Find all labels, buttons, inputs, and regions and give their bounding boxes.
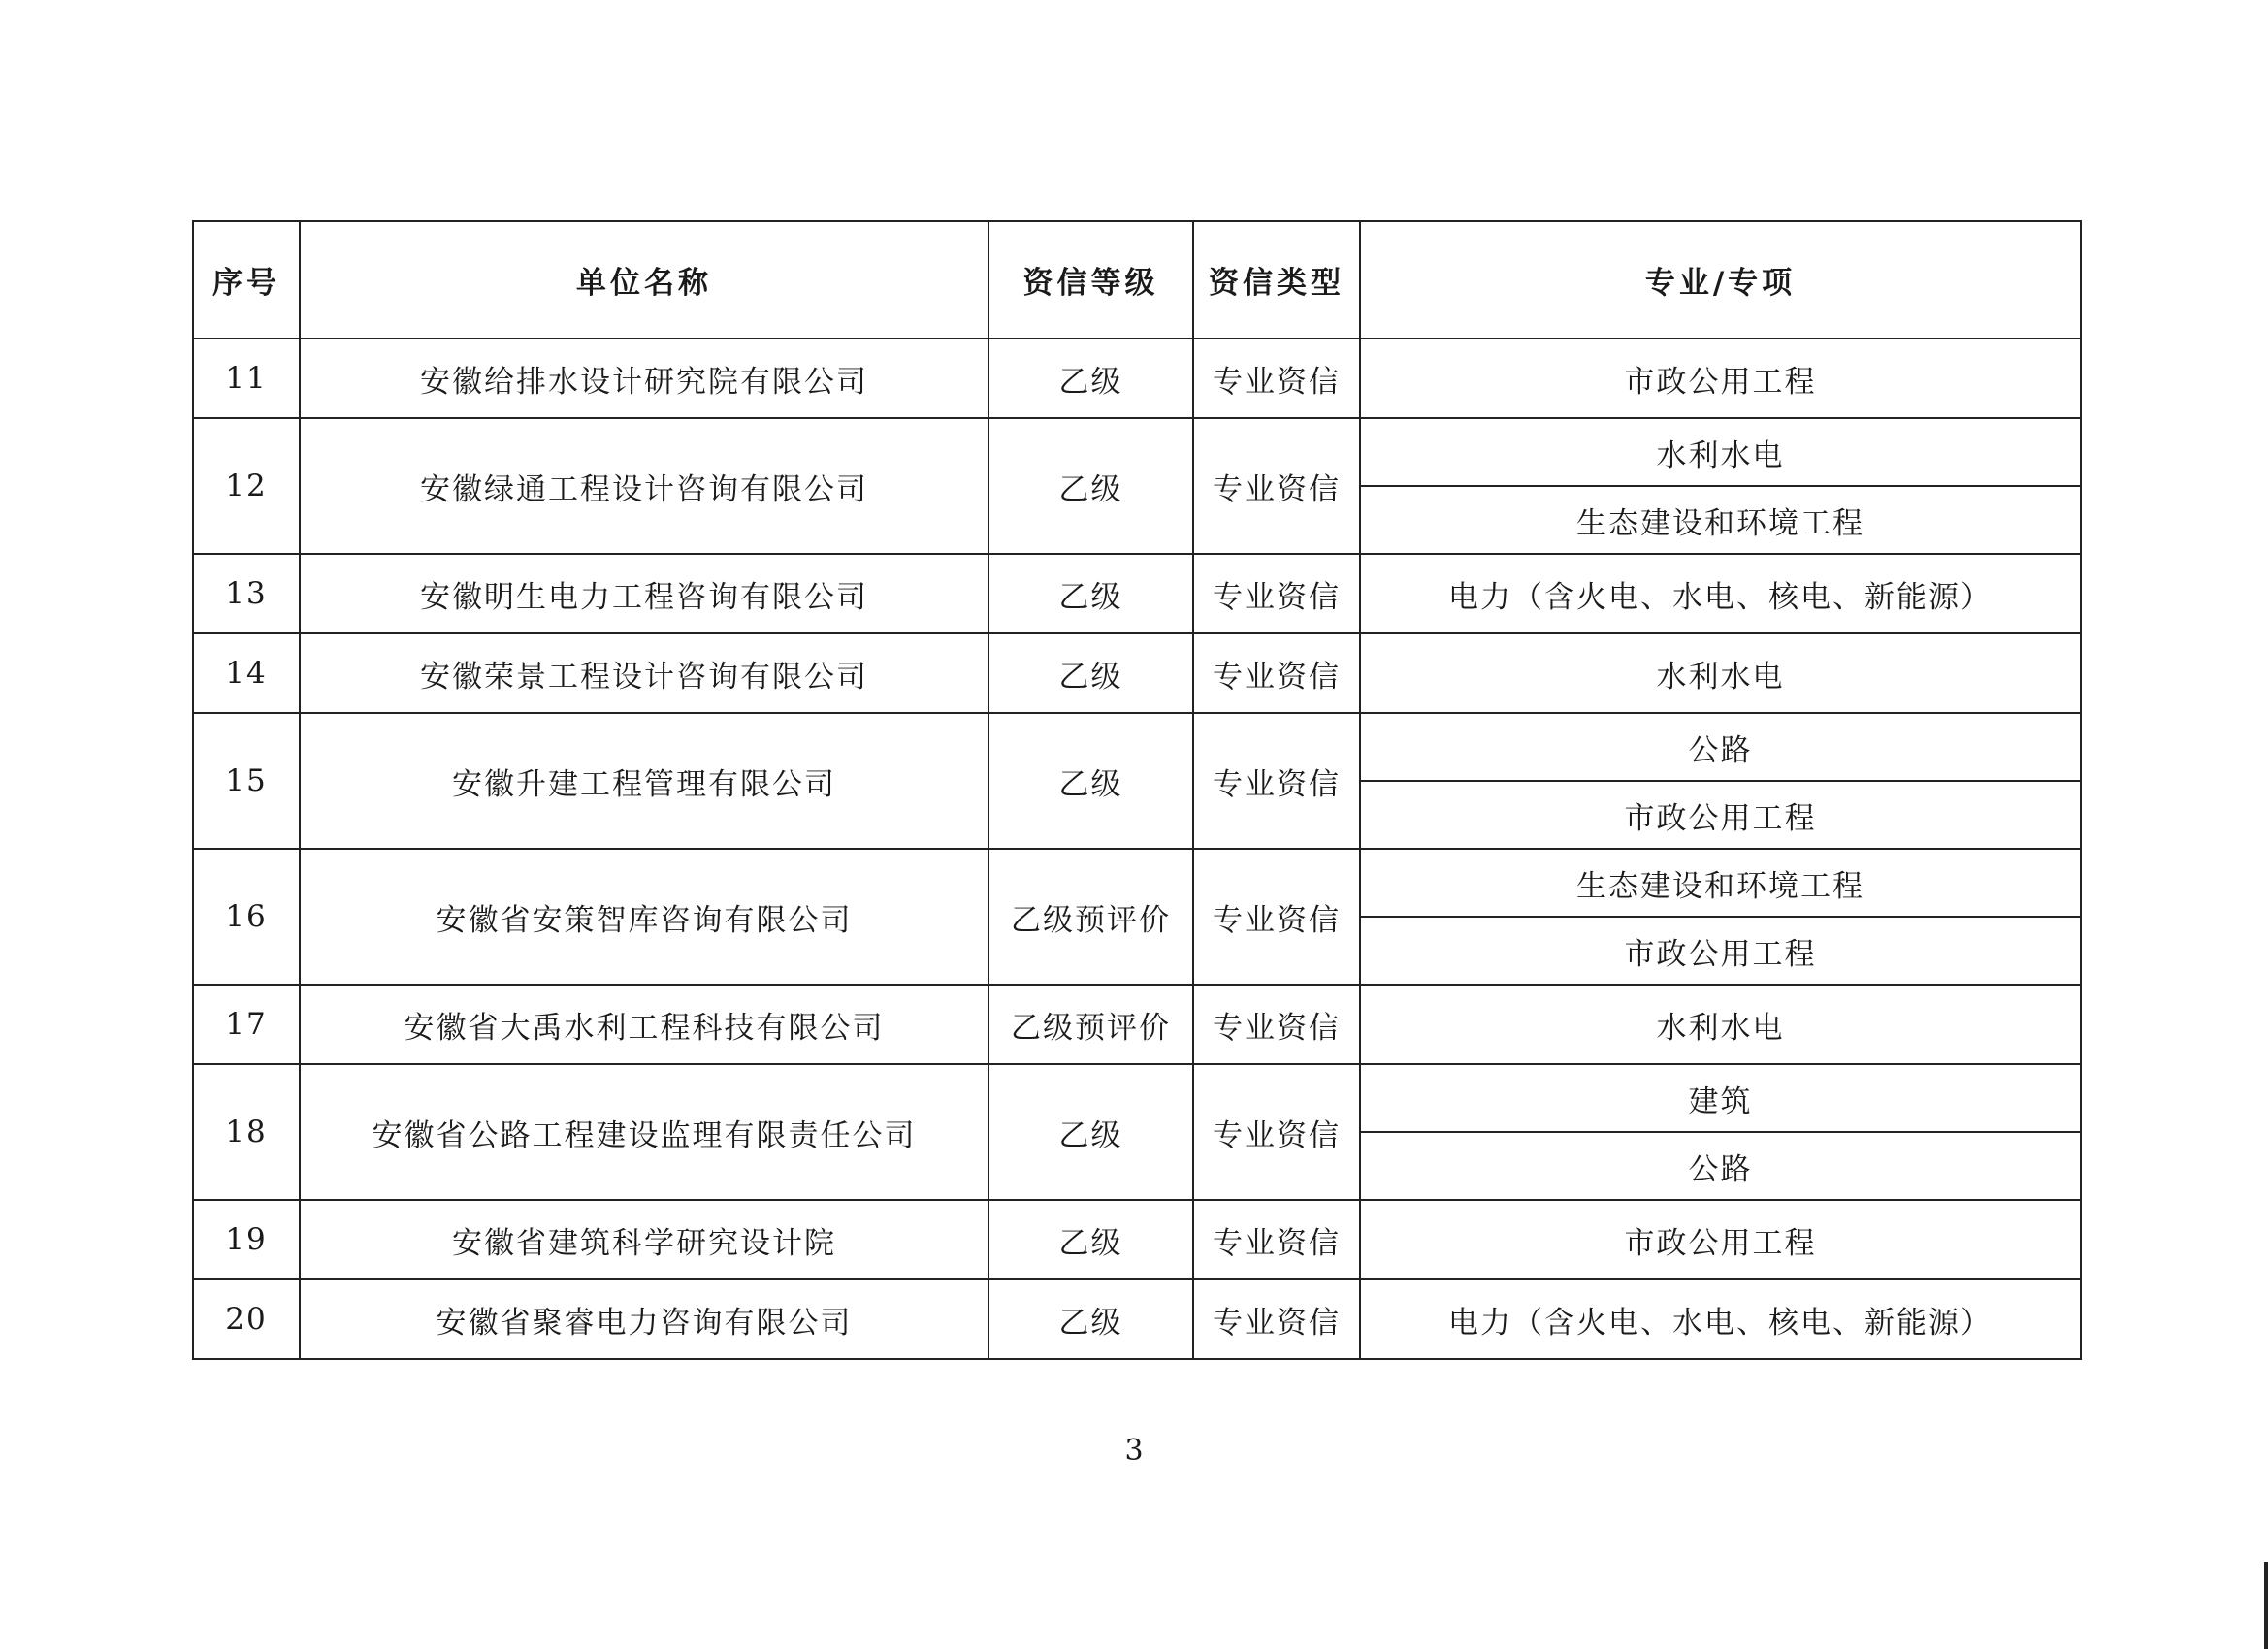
table-header-row xyxy=(193,221,2081,339)
cell-spec: 市政公用工程 xyxy=(1360,917,2081,985)
cell-type: 专业资信 xyxy=(1193,554,1360,633)
cell-spec: 市政公用工程 xyxy=(1360,339,2081,418)
cell-seq: 14 xyxy=(193,633,300,713)
header-type: 资信类型 xyxy=(1193,221,1360,339)
cell-grade: 乙级 xyxy=(988,1200,1193,1279)
header-seq: 序号 xyxy=(193,221,300,339)
cell-spec: 水利水电 xyxy=(1360,985,2081,1064)
cell-name: 安徽明生电力工程咨询有限公司 xyxy=(300,554,988,633)
cell-seq: 20 xyxy=(193,1279,300,1359)
cell-type: 专业资信 xyxy=(1193,633,1360,713)
table-body xyxy=(193,339,2081,1359)
table-row xyxy=(193,713,2081,781)
cell-name: 安徽省安策智库咨询有限公司 xyxy=(300,849,988,985)
cell-type: 专业资信 xyxy=(1193,1064,1360,1200)
scan-edge-mark xyxy=(2264,1562,2268,1649)
page-number: 3 xyxy=(1124,1434,1144,1468)
cell-name: 安徽荣景工程设计咨询有限公司 xyxy=(300,633,988,713)
cell-seq: 18 xyxy=(193,1064,300,1200)
header-name: 单位名称 xyxy=(300,221,988,339)
table-row xyxy=(193,1200,2081,1279)
qualification-table xyxy=(192,220,2082,1360)
cell-type: 专业资信 xyxy=(1193,339,1360,418)
cell-type: 专业资信 xyxy=(1193,985,1360,1064)
cell-seq: 17 xyxy=(193,985,300,1064)
cell-type: 专业资信 xyxy=(1193,1279,1360,1359)
cell-grade: 乙级 xyxy=(988,554,1193,633)
cell-grade: 乙级预评价 xyxy=(988,985,1193,1064)
cell-spec: 市政公用工程 xyxy=(1360,781,2081,849)
cell-grade: 乙级预评价 xyxy=(988,849,1193,985)
cell-grade: 乙级 xyxy=(988,713,1193,849)
cell-grade: 乙级 xyxy=(988,1064,1193,1200)
cell-spec: 电力（含火电、水电、核电、新能源） xyxy=(1360,554,2081,633)
table-row xyxy=(193,1279,2081,1359)
cell-spec: 电力（含火电、水电、核电、新能源） xyxy=(1360,1279,2081,1359)
cell-grade: 乙级 xyxy=(988,1279,1193,1359)
cell-type: 专业资信 xyxy=(1193,849,1360,985)
cell-spec: 生态建设和环境工程 xyxy=(1360,849,2081,917)
cell-type: 专业资信 xyxy=(1193,713,1360,849)
table-row xyxy=(193,554,2081,633)
cell-grade: 乙级 xyxy=(988,633,1193,713)
cell-spec: 公路 xyxy=(1360,713,2081,781)
cell-name: 安徽给排水设计研究院有限公司 xyxy=(300,339,988,418)
cell-spec: 建筑 xyxy=(1360,1064,2081,1132)
cell-name: 安徽升建工程管理有限公司 xyxy=(300,713,988,849)
cell-name: 安徽省公路工程建设监理有限责任公司 xyxy=(300,1064,988,1200)
cell-seq: 19 xyxy=(193,1200,300,1279)
cell-seq: 16 xyxy=(193,849,300,985)
table-row xyxy=(193,1064,2081,1132)
cell-seq: 15 xyxy=(193,713,300,849)
cell-grade: 乙级 xyxy=(988,418,1193,554)
cell-seq: 12 xyxy=(193,418,300,554)
cell-seq: 11 xyxy=(193,339,300,418)
cell-spec: 水利水电 xyxy=(1360,633,2081,713)
cell-seq: 13 xyxy=(193,554,300,633)
cell-type: 专业资信 xyxy=(1193,1200,1360,1279)
table-row xyxy=(193,849,2081,917)
cell-spec: 公路 xyxy=(1360,1132,2081,1200)
header-grade: 资信等级 xyxy=(988,221,1193,339)
cell-spec: 市政公用工程 xyxy=(1360,1200,2081,1279)
cell-name: 安徽省聚睿电力咨询有限公司 xyxy=(300,1279,988,1359)
cell-grade: 乙级 xyxy=(988,339,1193,418)
cell-name: 安徽绿通工程设计咨询有限公司 xyxy=(300,418,988,554)
table-row xyxy=(193,633,2081,713)
cell-type: 专业资信 xyxy=(1193,418,1360,554)
cell-name: 安徽省建筑科学研究设计院 xyxy=(300,1200,988,1279)
header-spec: 专业/专项 xyxy=(1360,221,2081,339)
cell-spec: 生态建设和环境工程 xyxy=(1360,486,2081,554)
cell-spec: 水利水电 xyxy=(1360,418,2081,486)
cell-name: 安徽省大禹水利工程科技有限公司 xyxy=(300,985,988,1064)
table-row xyxy=(193,339,2081,418)
table-row xyxy=(193,985,2081,1064)
table-row xyxy=(193,418,2081,486)
